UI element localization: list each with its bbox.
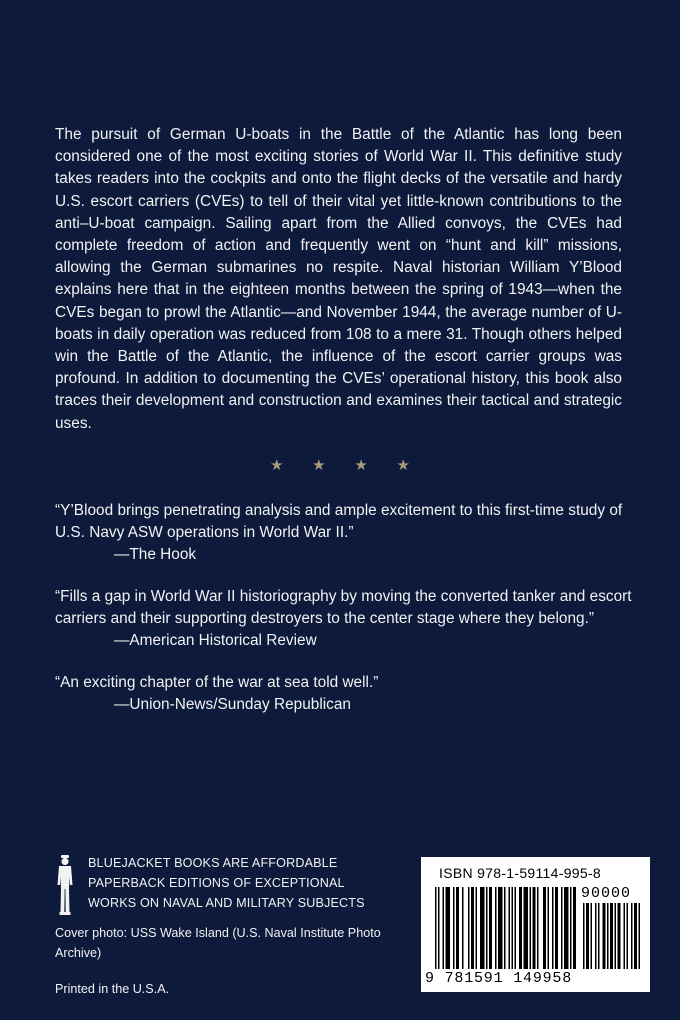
barcode-bar xyxy=(570,887,572,969)
barcode-bar xyxy=(443,887,445,969)
bluejacket-line: PAPERBACK EDITIONS OF EXCEPTIONAL xyxy=(88,876,345,890)
barcode-bar xyxy=(446,887,451,969)
sailor-silhouette-icon xyxy=(55,855,75,915)
barcode-bar xyxy=(504,887,506,969)
barcode-bar xyxy=(509,887,511,969)
star-icon: ★ xyxy=(396,457,410,474)
review-quotes xyxy=(55,500,635,736)
quote-source: —Union-News/Sunday Republican xyxy=(114,696,351,713)
barcode-bar xyxy=(471,887,474,969)
barcode-addon-bar xyxy=(615,903,617,969)
barcode-bar xyxy=(495,887,497,969)
printed-notice: Printed in the U.S.A. xyxy=(55,982,170,996)
barcode-bars xyxy=(435,887,640,969)
barcode-bar xyxy=(468,887,470,969)
review-quote xyxy=(55,586,635,652)
star-icon: ★ xyxy=(270,457,284,474)
barcode-bar xyxy=(515,887,517,969)
barcode-bar xyxy=(453,887,455,969)
bluejacket-line: WORKS ON NAVAL AND MILITARY SUBJECTS xyxy=(88,896,365,910)
barcode-bar xyxy=(435,887,437,969)
review-quote xyxy=(55,500,635,566)
barcode-bar xyxy=(480,887,485,969)
barcode-bar xyxy=(555,887,558,969)
barcode-bar xyxy=(462,887,464,969)
quote-text: “Fills a gap in World War II historiography by moving the converted tanker and escort carriers and their supporting destroyers to the center stage where they belong.” xyxy=(55,588,632,627)
barcode-bar xyxy=(438,887,440,969)
barcode-digits: 9 781591 149958 xyxy=(425,970,573,987)
star-divider xyxy=(270,456,410,474)
barcode-addon-bar xyxy=(631,903,633,969)
barcode-bar xyxy=(456,887,459,969)
barcode-bar xyxy=(498,887,503,969)
barcode-addon-bar xyxy=(639,903,641,969)
bluejacket-line: BLUEJACKET BOOKS ARE AFFORDABLE xyxy=(88,856,338,870)
barcode-bar xyxy=(476,887,478,969)
barcode-bar xyxy=(564,887,569,969)
quote-source: —The Hook xyxy=(114,546,197,563)
quote-text: “An exciting chapter of the war at sea told well.” xyxy=(55,674,379,691)
barcode-bar xyxy=(548,887,550,969)
quote-text: “Y’Blood brings penetrating analysis and ample excitement to this first-time study of U.S. Navy ASW operations in World War II.” xyxy=(55,502,623,541)
bluejacket-notice xyxy=(55,853,405,915)
review-quote xyxy=(55,672,635,716)
barcode-bar xyxy=(561,887,563,969)
barcode-bar xyxy=(519,887,522,969)
bluejacket-text xyxy=(88,853,365,913)
barcode-addon-bar xyxy=(634,903,637,969)
barcode-addon-bar xyxy=(586,903,589,969)
barcode-addon-bar xyxy=(618,903,621,969)
publisher-footer xyxy=(55,853,405,999)
barcode-addon-bar xyxy=(624,903,626,969)
barcode-bar xyxy=(543,887,546,969)
barcode-bar xyxy=(573,887,576,969)
barcode-addon-digits: 90000 xyxy=(581,885,632,902)
isbn-barcode xyxy=(421,857,650,992)
quote-source: —American Historical Review xyxy=(114,632,317,649)
barcode-addon-bar xyxy=(583,903,585,969)
barcode-addon-bar xyxy=(595,903,597,969)
barcode-bar xyxy=(486,887,488,969)
star-icon: ★ xyxy=(354,457,368,474)
barcode-bar xyxy=(552,887,554,969)
cover-photo-credit: Cover photo: USS Wake Island (U.S. Naval Institute Photo Archive) xyxy=(55,926,381,960)
barcode-addon-bar xyxy=(603,903,606,969)
barcode-addon-bar xyxy=(610,903,613,969)
barcode-addon-bar xyxy=(598,903,600,969)
isbn-label: ISBN 978-1-59114-995-8 xyxy=(439,865,601,881)
barcode-bar xyxy=(530,887,532,969)
barcode-bar xyxy=(537,887,539,969)
barcode-addon-bar xyxy=(627,903,629,969)
barcode-bar xyxy=(512,887,514,969)
blurb-paragraph: The pursuit of German U-boats in the Battle of the Atlantic has long been considered one of the most exciting stories of World War II. This definitive study takes readers into the cockpits and onto the flight decks of the versatile and hardy U.S. escort carriers (CVEs) to tell of their vital yet little-known contributions to the anti–U-boat campaign. Sailing apart from the Allied convoys, the CVEs had complete freedom of action and frequently went on “hunt and kill” missions, allowing the German submarines no respite. Naval historian William Y’Blood explains here that in the eighteen months between the spring of 1943—when the CVEs began to prowl the Atlantic—and November 1944, the average number of U-boats in daily operation was reduced from 108 to a mere 31. Though others helped win the Battle of the Atlantic, the influence of the escort carrier groups was profound. In addition to documenting the CVEs’ operational history, this book also traces their development and construction and examines their tactical and strategic uses. xyxy=(55,126,622,432)
barcode-addon-bar xyxy=(607,903,609,969)
barcode-bar xyxy=(524,887,529,969)
barcode-bar xyxy=(489,887,492,969)
star-icon: ★ xyxy=(312,457,326,474)
barcode-bar xyxy=(533,887,536,969)
barcode-addon-bar xyxy=(591,903,593,969)
